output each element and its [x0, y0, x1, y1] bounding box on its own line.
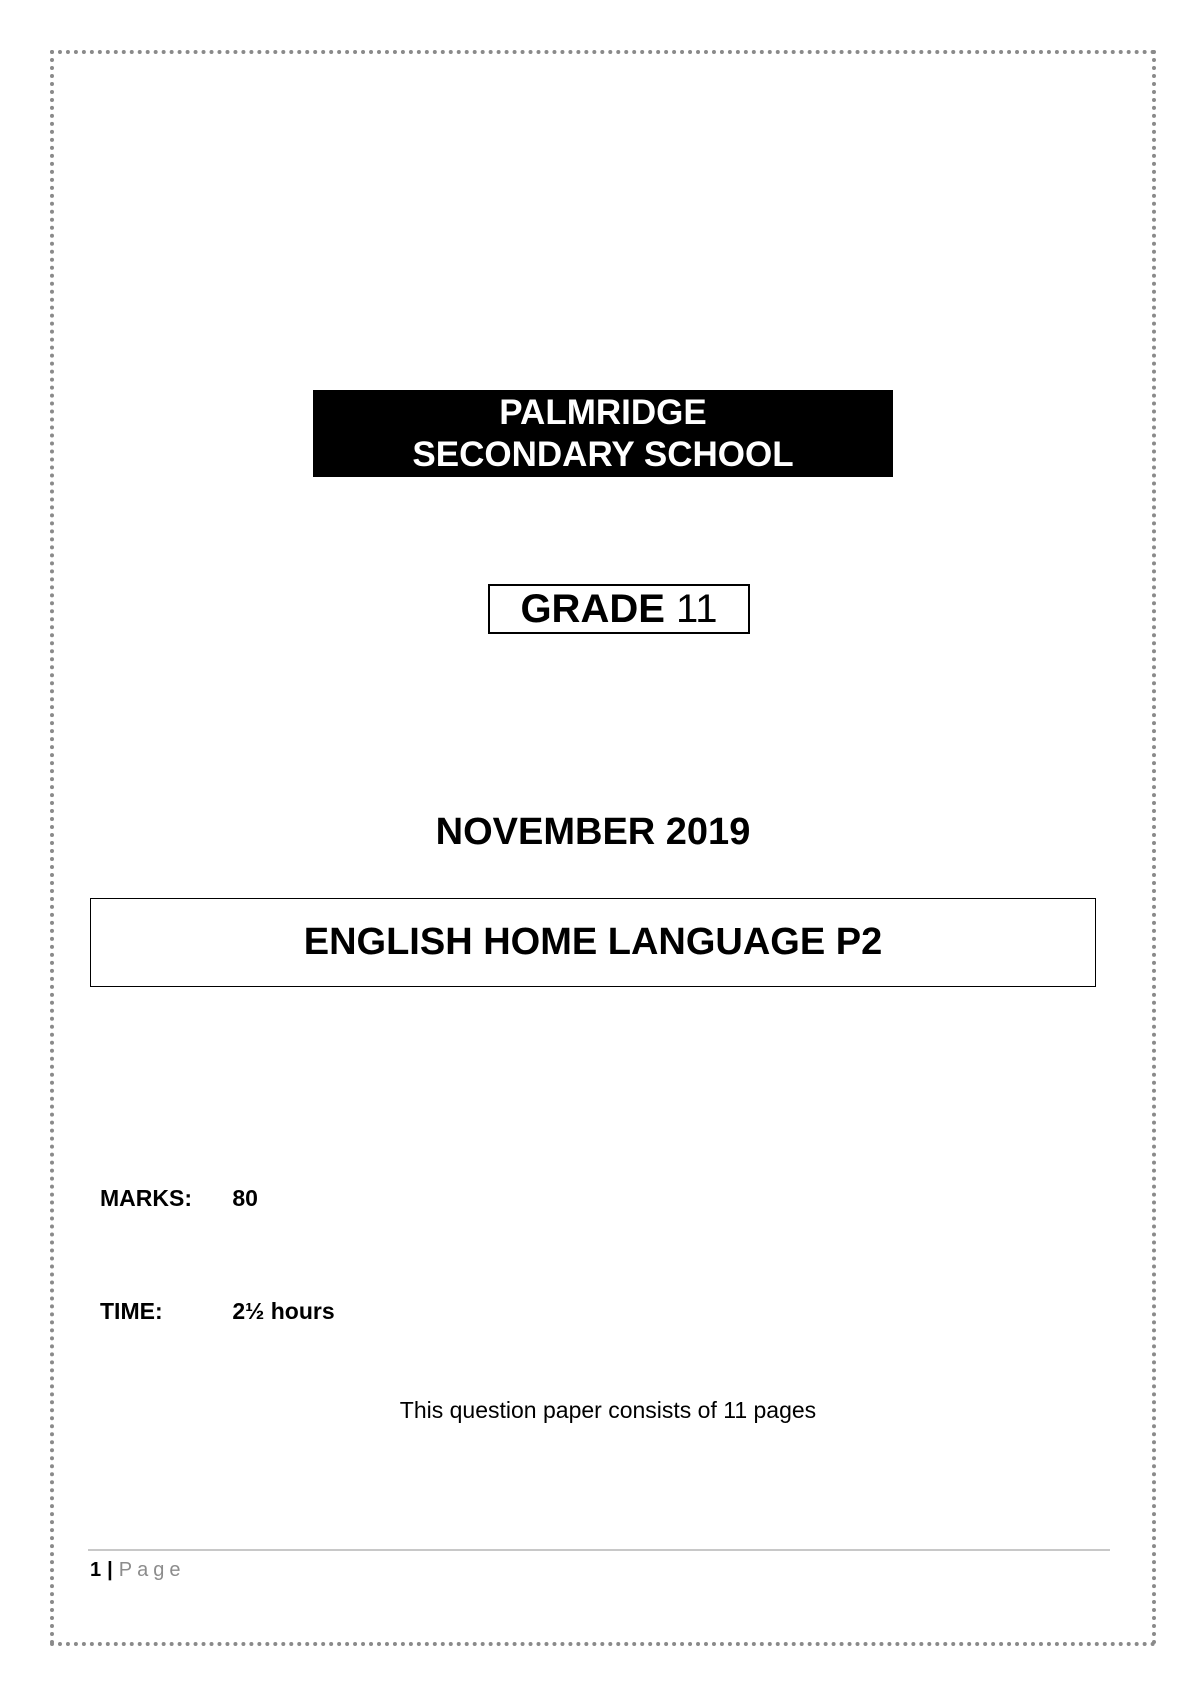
exam-date: NOVEMBER 2019 — [435, 811, 751, 853]
marks-label: MARKS: — [100, 1185, 192, 1211]
page-footer — [90, 1556, 185, 1584]
grade-box — [488, 584, 750, 634]
footer-separator: | — [107, 1559, 113, 1581]
subject-title: ENGLISH HOME LANGUAGE P2 — [90, 898, 1096, 987]
school-name-line-2: SECONDARY SCHOOL — [412, 434, 794, 474]
grade-label: GRADE — [520, 587, 665, 631]
time-value: 2½ hours — [232, 1298, 335, 1324]
time-row — [100, 1296, 335, 1326]
marks-value: 80 — [232, 1185, 258, 1211]
footer-divider — [88, 1549, 1110, 1551]
footer-page-word: Page — [118, 1559, 186, 1581]
marks-row — [100, 1183, 258, 1213]
page-count-note: This question paper consists of 11 pages — [399, 1397, 817, 1423]
time-label: TIME: — [100, 1298, 163, 1324]
school-name-banner — [313, 390, 893, 477]
school-name-line-1: PALMRIDGE — [499, 392, 707, 432]
footer-page-number: 1 — [90, 1559, 102, 1581]
grade-number: 11 — [676, 587, 718, 631]
